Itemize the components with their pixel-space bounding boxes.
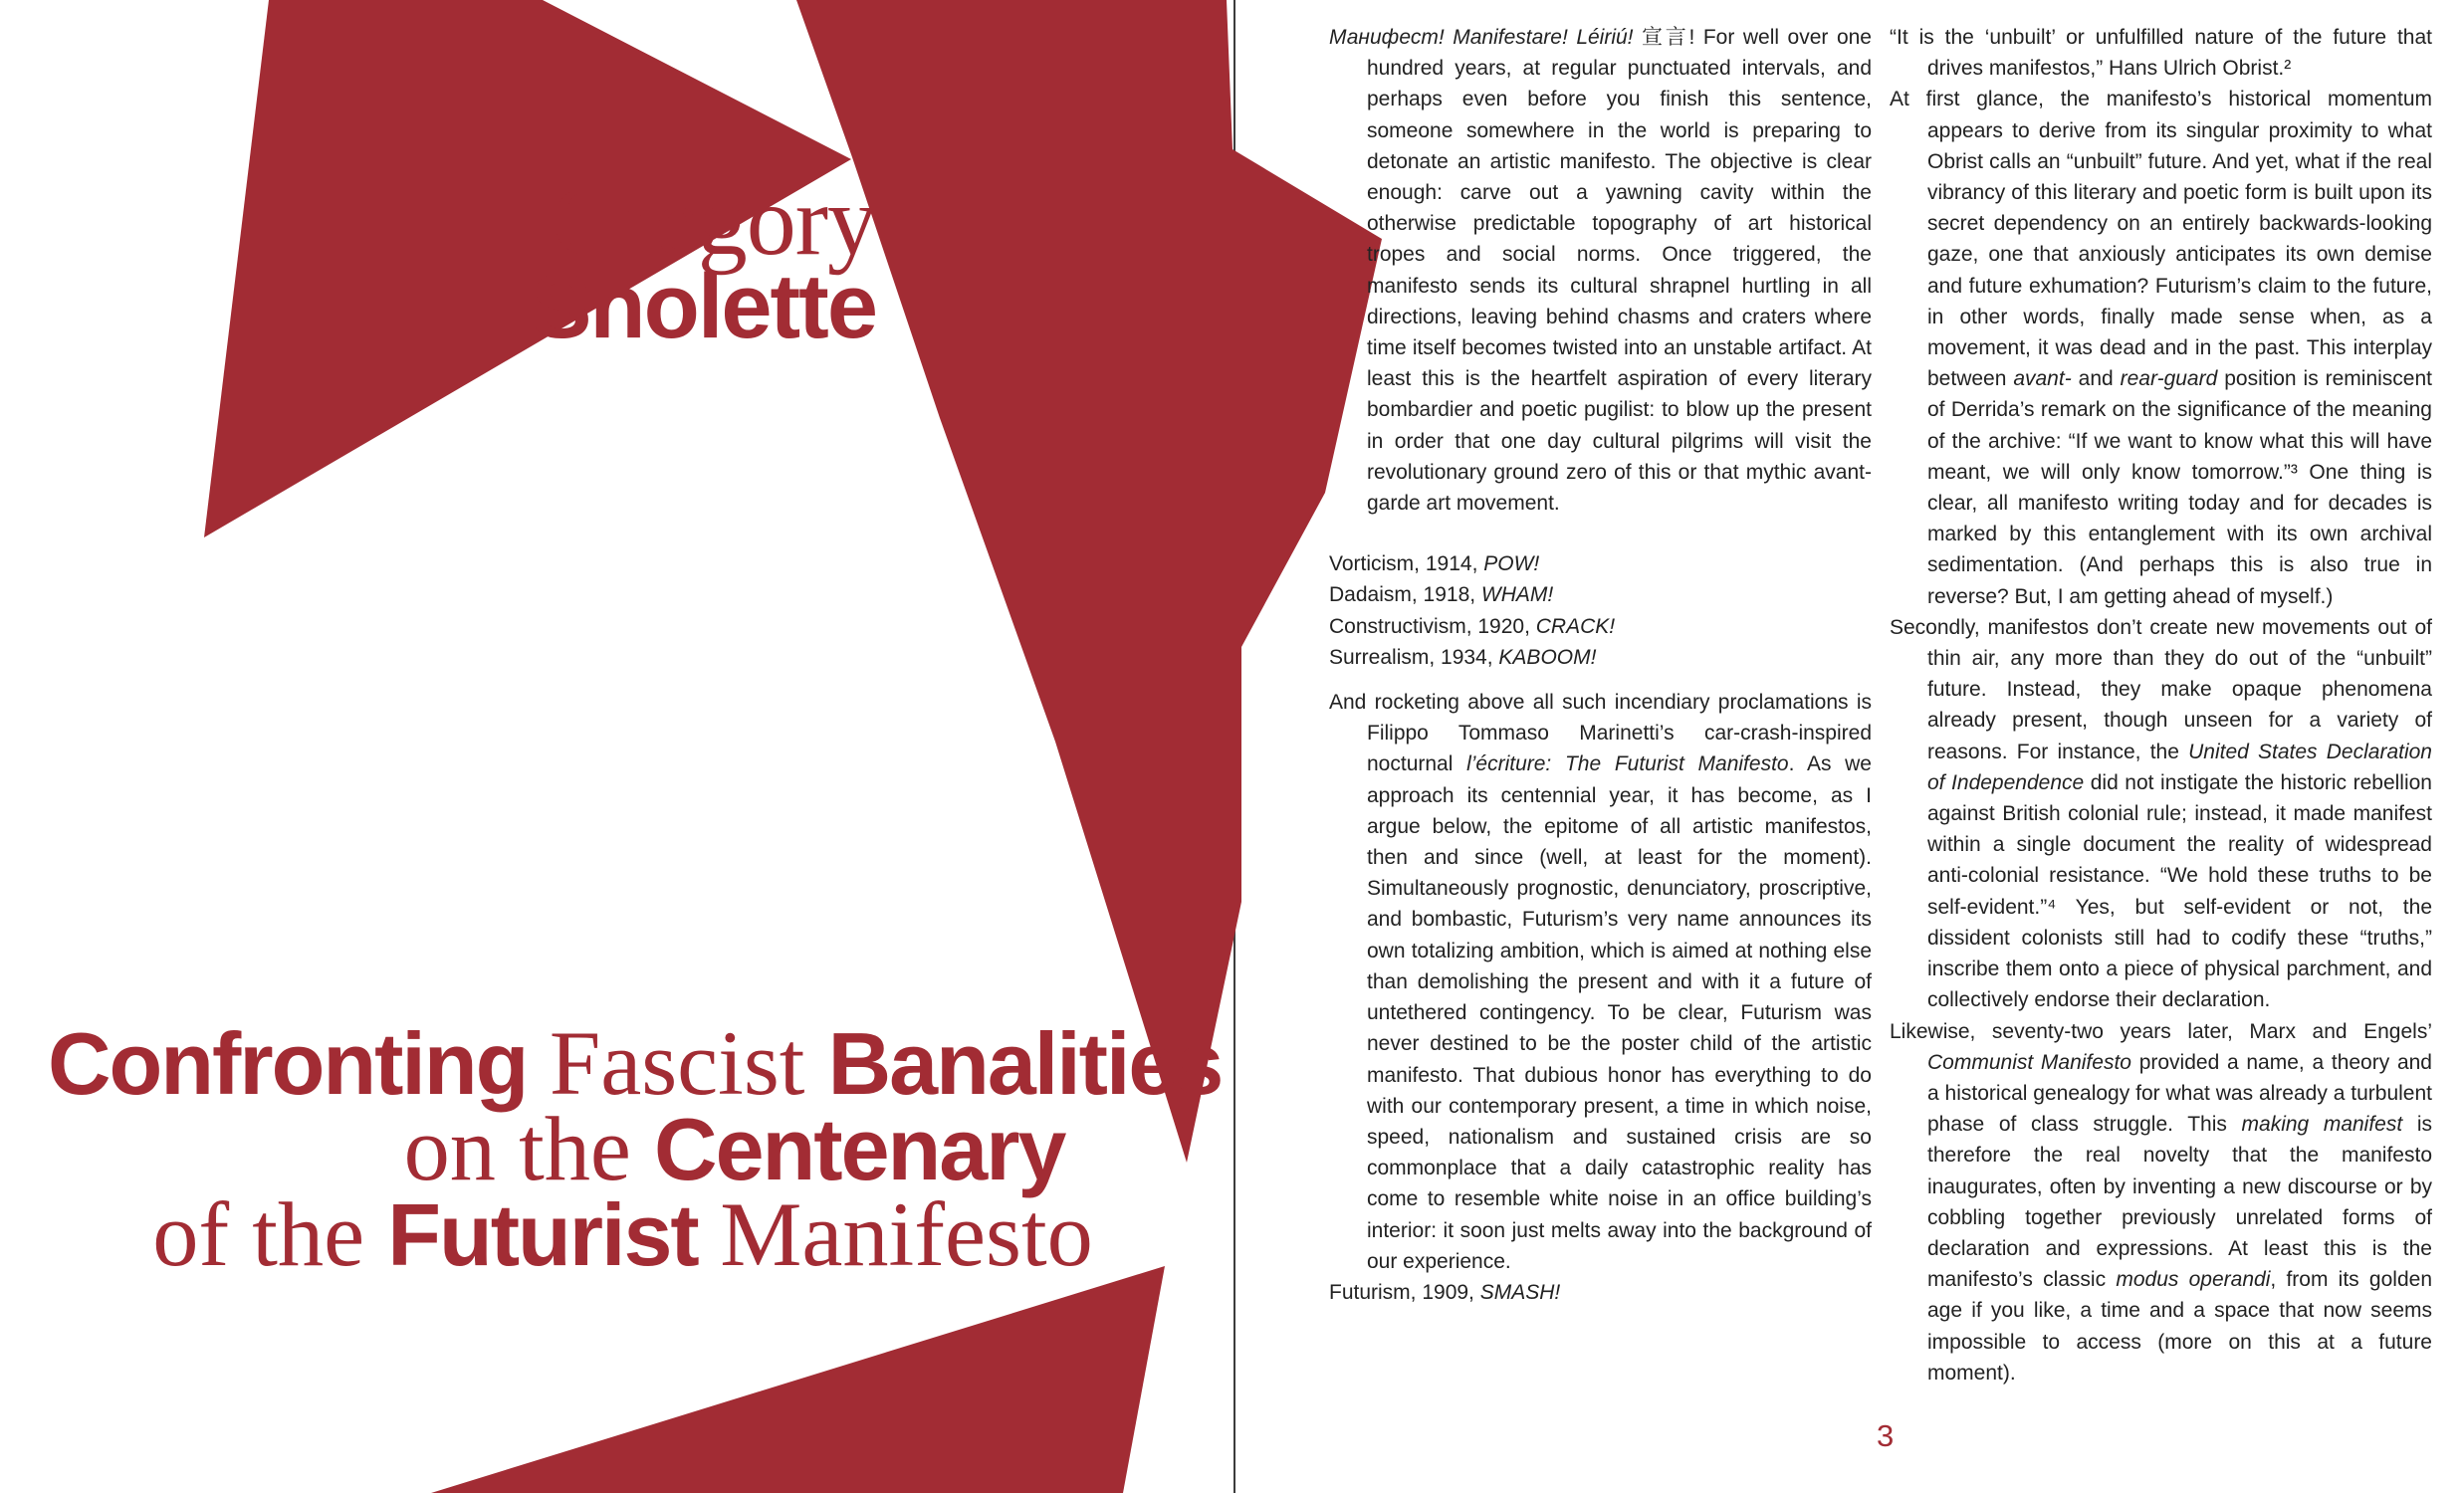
futurism-smash-line: Futurism, 1909, SMASH!: [1329, 1280, 1561, 1304]
movement-list-item: Vorticism, 1914, POW!: [1329, 552, 1540, 576]
paragraph-obrist-quote: “It is the ‘unbuilt’ or unfulfilled nature of the future that drives manifestos,” Hans Ulrich Obrist.²: [1890, 26, 2432, 81]
text-column-1: [1329, 22, 1872, 1308]
movement-list: [1329, 548, 1872, 673]
title-line-2: on the Centenary: [403, 1098, 1065, 1199]
paragraph-at-first-glance: At first glance, the manifesto’s historical momentum appears to derive from its singular proximity to what Obrist calls an “unbuilt” future. And yet, what if the real vibrancy of this literary and poetic form is built upon its secret dependency on an entirely backwards-looking gaze, one that anxiously anticipates its own demise and future exhumation? Futurism’s claim to the future, in other words, finally made sense when, as a movement, it was dead and in the past. This interplay between avant- and rear-guard position is reminiscent of Derrida’s remark on the significance of the meaning of the archive: “If we want to know what this will have meant, we will only know tomorrow.”³ One thing is clear, all manifesto writing today and for decades is marked by this entanglement with its own archival sedimentation. (And perhaps this is also true in reverse? But, I am getting ahead of myself.): [1890, 88, 2432, 608]
title-line-1: Confronting Fascist Banalities: [48, 1012, 1223, 1114]
paragraph-likewise: Likewise, seventy-two years later, Marx and Engels’ Communist Manifesto provided a name, a theory and a historical genealogy for what was already a turbulent phase of class struggle. This making manifest is therefore the real novelty that the manifesto inaugurates, often by inventing a new discourse or by cobbling together previously unrelated forms of declaration and expressions. At least this is the manifesto’s classic modus operandi, from its golden age if you like, a time and a space that now seems impossible to access (more on this at a future moment).: [1890, 1019, 2432, 1385]
author-first-name: Gregory: [551, 165, 876, 276]
movement-list-item: Surrealism, 1934, KABOOM!: [1329, 645, 1597, 669]
text-column-2: [1890, 22, 2432, 1388]
red-shape-right: [796, 0, 1382, 1163]
author-last-name: Sholette: [531, 256, 876, 357]
paragraph-manifesto-intro: Манифест! Manifestare! Léiriú! 宣言! For well over one hundred years, at regular punctuated intervals, and perhaps even before you finish this sentence, someone somewhere in the world is preparing to detonate an artistic manifesto. The objective is clear enough: carve out a yawning cavity within the otherwise predictable topography of art historical tropes and social norms. Once triggered, the manifesto sends its cultural shrapnel hurtling in all directions, leaving behind chasms and craters where time itself becomes twisted into an unstable artifact. At least this is the heartfelt aspiration of every literary bombardier and poetic pugilist: to blow up the present in order that one day cultural pilgrims will visit the revolutionary ground zero of this or that mythic avant-garde art movement.: [1329, 26, 1872, 516]
title-line-3: of the Futurist Manifesto: [152, 1183, 1093, 1285]
movement-list-item: Constructivism, 1920, CRACK!: [1329, 614, 1616, 638]
page-number: 3: [1877, 1418, 1895, 1453]
paragraph-secondly: Secondly, manifestos don’t create new movements out of thin air, any more than they do out of the “unbuilt” future. Instead, they make opaque phenomena already present, though unseen for a variety of reasons. For instance, the United States Declaration of Independence did not instigate the historic rebellion against British colonial rule; instead, it made manifest within a single document the reality of widespread anti-colonial resistance. “We hold these truths to be self-evident.”⁴ Yes, but self-evident or not, the dissident colonists still had to codify these “truths,” inscribe them onto a piece of physical parchment, and collectively endorse their declaration.: [1890, 615, 2432, 1012]
paragraph-marinetti: And rocketing above all such incendiary proclamations is Filippo Tommaso Marinetti’s car-crash-inspired nocturnal l’écriture: The Futurist Manifesto. As we approach its centennial year, it has become, as I argue below, the epitome of all artistic manifestos, then and since (well, at least for the moment). Simultaneously prognostic, denunciatory, proscriptive, and bombastic, Futurism’s very name announces its own totalizing ambition, which is aimed at nothing else than demolishing the present and with it a future of untethered contingency. To be clear, Futurism was never destined to be the poster child of the artistic manifesto. That dubious honor has everything to do with our contemporary present, a time in which noise, speed, nationalism and sustained crisis are so commonplace that a daily catastrophic reality has come to resemble white noise in an office building’s interior: it soon just melts away into the background of our experience.: [1329, 691, 1872, 1273]
red-shape-bottom-triangle: [431, 1266, 1165, 1493]
movement-list-item: Dadaism, 1918, WHAM!: [1329, 583, 1554, 607]
